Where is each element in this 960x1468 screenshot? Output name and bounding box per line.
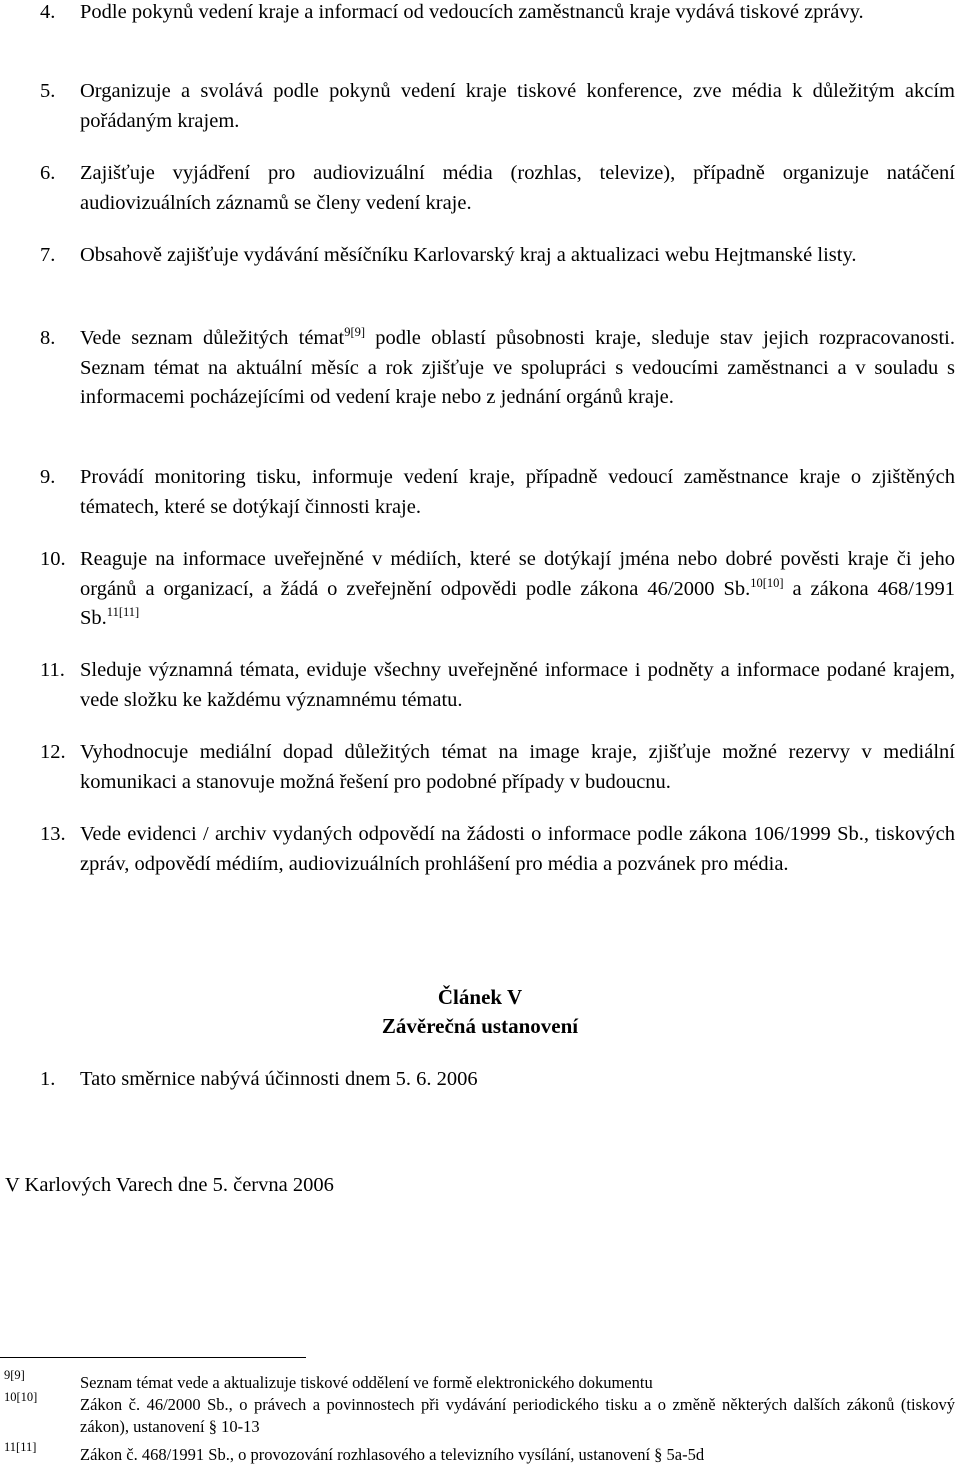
item-text: Organizuje a svolává podle pokynů vedení kraje tiskové konference, zve média k důležitým akcím pořádaným krajem. [80,80,955,132]
list-item [40,463,955,522]
item-number: 13. [40,823,66,845]
item-text: Provádí monitoring tisku, informuje vedení kraje, případně vedoucí zaměstnance kraje o zjištěných tématech, které se dotýkají činnosti kraje. [80,466,955,518]
footnote-text: Seznam témat vede a aktualizuje tiskové oddělení ve formě elektronického dokumentu [80,1373,653,1392]
footnote-separator [0,1357,306,1358]
place-date: V Karlových Varech dne 5. června 2006 [5,1174,334,1196]
final-item [40,1065,478,1094]
item-text: Obsahově zajišťuje vydávání měsíčníku Karlovarský kraj a aktualizaci webu Hejtmanské listy. [80,244,857,266]
item-text [80,545,955,634]
footnote-number: 11[11] [4,1440,37,1454]
item-number: 8. [40,327,56,349]
footnote-ref: 10[10] [750,575,784,590]
item-number: 11. [40,659,65,681]
footnote-ref: 9[9] [344,325,366,339]
footnote [0,1390,960,1438]
item-text: Sleduje významná témata, eviduje všechny uveřejněné informace i podněty a informace podané krajem, vede složku ke každému významnému tématu. [80,659,955,711]
item-number: 7. [40,244,56,266]
article-subtitle: Závěrečná ustanovení [381,1014,579,1038]
article-title: Článek V [437,985,523,1009]
item-text: Tato směrnice nabývá účinnosti dnem 5. 6. 2006 [80,1068,478,1090]
list-item [40,0,955,28]
list-item [40,820,955,879]
list-item [40,738,955,797]
footnote-text: Zákon č. 468/1991 Sb., o provozování rozhlasového a televizního vysílání, ustanovení § 5a-5d [80,1445,705,1464]
item-text [80,324,955,413]
item-text-part: a zákona 468/1991 Sb. [80,577,955,629]
footnote-ref: 11[11] [106,605,140,619]
footnote [0,1440,960,1466]
item-text: Podle pokynů vedení kraje a informací od vedoucích zaměstnanců kraje vydává tiskové zprávy. [80,1,864,23]
list-item [40,656,955,715]
item-text-part: podle oblastí působnosti kraje, sleduje stav jejich rozpracovanosti. Seznam témat na aktuální měsíc a rok zjišťuje ve spolupráci s vedoucími zaměstnanci a v souladu s informacemi pocházejícími od vedení kraje nebo z jednání orgánů kraje. [80,327,955,408]
list-item [40,77,955,136]
footnote-number: 9[9] [4,1368,25,1382]
item-text: Vede evidenci / archiv vydaných odpovědí na žádosti o informace podle zákona 106/1999 Sb., tiskových zpráv, odpovědí médiím, audiovizuálních prohlášení pro média a pozvánek pro média. [80,823,955,875]
item-text: Vyhodnocuje mediální dopad důležitých témat na image kraje, zjišťuje možné rezervy v mediální komunikaci a stanovuje možná řešení pro podobné případy v budoucnu. [80,741,955,793]
item-text-part: Vede seznam důležitých témat [80,327,345,349]
item-number: 10. [40,548,66,570]
item-number: 4. [40,1,56,23]
list-item [40,545,955,634]
item-number: 6. [40,162,56,184]
item-number: 9. [40,466,56,488]
item-text-part: Reaguje na informace uveřejněné v médiích, které se dotýkají jména nebo dobré pověsti kraje či jeho orgánů a organizací, a žádá o zveřejnění odpovědi podle zákona 46/2000 Sb. [80,548,955,600]
list-item [40,324,955,413]
footnote-number: 10[10] [4,1390,38,1404]
footnote-text: Zákon č. 46/2000 Sb., o právech a povinnostech při vydávání periodického tisku a o změně některých dalších zákonů (tiskový zákon), ustanovení § 10-13 [80,1395,955,1436]
footnote [0,1368,960,1394]
item-number: 12. [40,741,66,763]
list-item [40,241,955,271]
list-item [40,159,955,218]
item-number: 1. [40,1068,56,1090]
item-number: 5. [40,80,56,102]
item-text: Zajišťuje vyjádření pro audiovizuální média (rozhlas, televize), případně organizuje natáčení audiovizuálních záznamů se členy vedení kraje. [80,162,955,214]
